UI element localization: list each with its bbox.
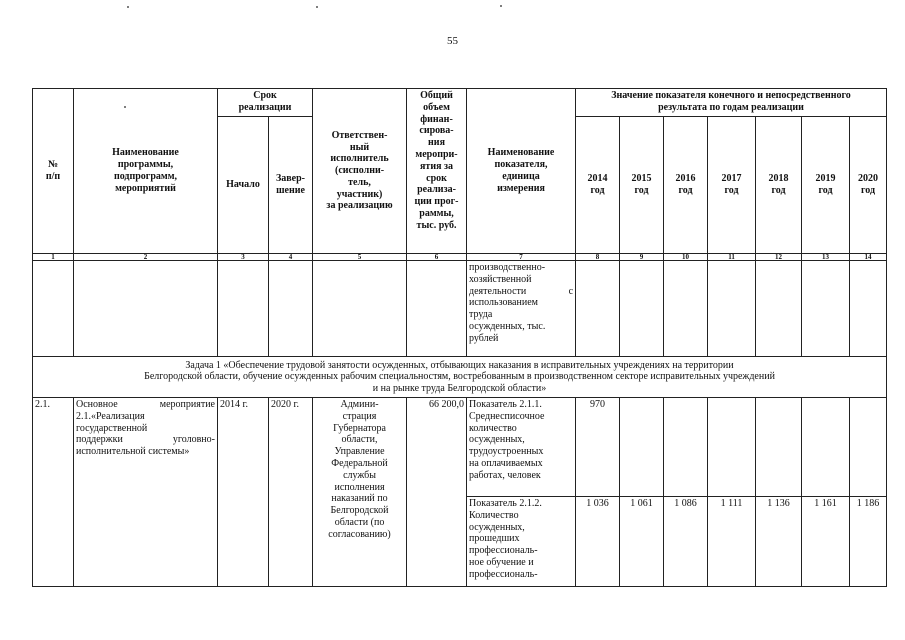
- measure-name-line: 2.1.«Реализация: [76, 410, 145, 422]
- table-row: [33, 261, 887, 357]
- column-number-row: [33, 254, 887, 261]
- column-number: 2: [74, 254, 218, 261]
- value-2018: [756, 398, 802, 497]
- indicator-line: осужденных, тыс.: [469, 320, 546, 332]
- indicator-2-1-2: Показатель 2.1.2. Количество осужденных, прошедших профессиональ- ное обучение и профессиональ-: [467, 497, 576, 587]
- measure-name-line: поддержки уголовно-: [76, 434, 215, 446]
- measure-executor: Админи- страция Губернатора области, Управление Федеральной службы исполнения наказаний по Белгородской области (по согласованию): [313, 398, 407, 587]
- indicator-line: рублей: [469, 332, 499, 344]
- column-number: 6: [407, 254, 467, 261]
- value-2019: 1 161: [802, 497, 850, 587]
- cell-empty: [620, 261, 664, 357]
- value-2020: 1 186: [850, 497, 887, 587]
- header-year: 2017 год: [708, 117, 756, 254]
- cell-empty: [218, 261, 269, 357]
- column-number: 8: [576, 254, 620, 261]
- measure-funding: 66 200,0: [407, 398, 467, 587]
- header-year: 2015 год: [620, 117, 664, 254]
- value-2019: [802, 398, 850, 497]
- cell-empty: [850, 261, 887, 357]
- header-values-by-year: Значение показателя конечного и непосредственного результата по годам реализации: [576, 89, 887, 117]
- column-number: 13: [802, 254, 850, 261]
- cell-empty: [576, 261, 620, 357]
- cell-empty: [407, 261, 467, 357]
- header-funding: Общий объем финан- сирова- ния меропри- ятия за срок реализа- ции прог- раммы, тыс. руб.: [407, 89, 467, 254]
- value-2015: [620, 398, 664, 497]
- cell-empty: [664, 261, 708, 357]
- value-2017: 1 111: [708, 497, 756, 587]
- header-indicator: Наименование показателя, единица измерения: [467, 89, 576, 254]
- value-2020: [850, 398, 887, 497]
- indicator-line: хозяйственной: [469, 273, 532, 285]
- page-number: 55: [447, 35, 458, 47]
- column-number: 10: [664, 254, 708, 261]
- value-2017: [708, 398, 756, 497]
- column-number: 1: [33, 254, 74, 261]
- column-number: 12: [756, 254, 802, 261]
- header-term: Срок реализации: [218, 89, 313, 117]
- indicator-2-1-1: Показатель 2.1.1. Среднесписочное количество осужденных, трудоустроенных на оплачиваемых работах, человек: [467, 398, 576, 497]
- column-number: 7: [467, 254, 576, 261]
- column-number: 3: [218, 254, 269, 261]
- measure-name-line: исполнительной системы»: [76, 446, 190, 458]
- value-2016: 1 086: [664, 497, 708, 587]
- value-2016: [664, 398, 708, 497]
- measure-number: 2.1.: [33, 398, 74, 587]
- column-number: 14: [850, 254, 887, 261]
- value-2015: 1 061: [620, 497, 664, 587]
- task-title: Задача 1 «Обеспечение трудовой занятости осужденных, отбывающих наказания в исправительных учреждениях на территории Белгородской области, обучение осужденных рабочим специальностям, востребованным в производственном секторе исправительных учреждений и на рынке труда Белгородской области»: [33, 357, 887, 398]
- header-number: № п/п: [33, 89, 74, 254]
- cell-empty: [74, 261, 218, 357]
- header-year: 2019 год: [802, 117, 850, 254]
- column-number: 5: [313, 254, 407, 261]
- indicator-line: производственно-: [469, 262, 546, 273]
- scan-speck: [127, 6, 129, 8]
- value-2018: 1 136: [756, 497, 802, 587]
- scan-speck: [316, 6, 318, 8]
- header-executor: Ответствен- ный исполнитель (сисполни- тель, участник) за реализацию: [313, 89, 407, 254]
- value-2014: 970: [576, 398, 620, 497]
- table-header-row: [33, 89, 887, 117]
- cell-empty: [756, 261, 802, 357]
- column-number: 4: [269, 254, 313, 261]
- cell-empty: [33, 261, 74, 357]
- task-row: [33, 357, 887, 398]
- indicator-line: использованием: [469, 297, 538, 309]
- measure-start: 2014 г.: [218, 398, 269, 587]
- indicator-line: деятельности с: [469, 285, 574, 297]
- indicator-line: труда: [469, 309, 493, 321]
- header-program-name: Наименование программы, подпрограмм, мероприятий: [74, 89, 218, 254]
- header-year: 2014 год: [576, 117, 620, 254]
- value-2014: 1 036: [576, 497, 620, 587]
- header-year: 2020 год: [850, 117, 887, 254]
- measure-end: 2020 г.: [269, 398, 313, 587]
- header-end: Завер- шение: [269, 117, 313, 254]
- cell-empty: [269, 261, 313, 357]
- program-table: [32, 88, 887, 587]
- measure-name-line: Основное мероприятие: [76, 399, 215, 410]
- column-number: 11: [708, 254, 756, 261]
- header-start: Начало: [218, 117, 269, 254]
- cell-indicator-continued: [467, 261, 576, 357]
- header-year: 2018 год: [756, 117, 802, 254]
- measure-name-line: государственной: [76, 422, 148, 434]
- cell-empty: [313, 261, 407, 357]
- cell-empty: [802, 261, 850, 357]
- table-row: [33, 398, 887, 497]
- column-number: 9: [620, 254, 664, 261]
- cell-empty: [708, 261, 756, 357]
- measure-name: [74, 398, 218, 587]
- header-year: 2016 год: [664, 117, 708, 254]
- scan-speck: [500, 5, 502, 7]
